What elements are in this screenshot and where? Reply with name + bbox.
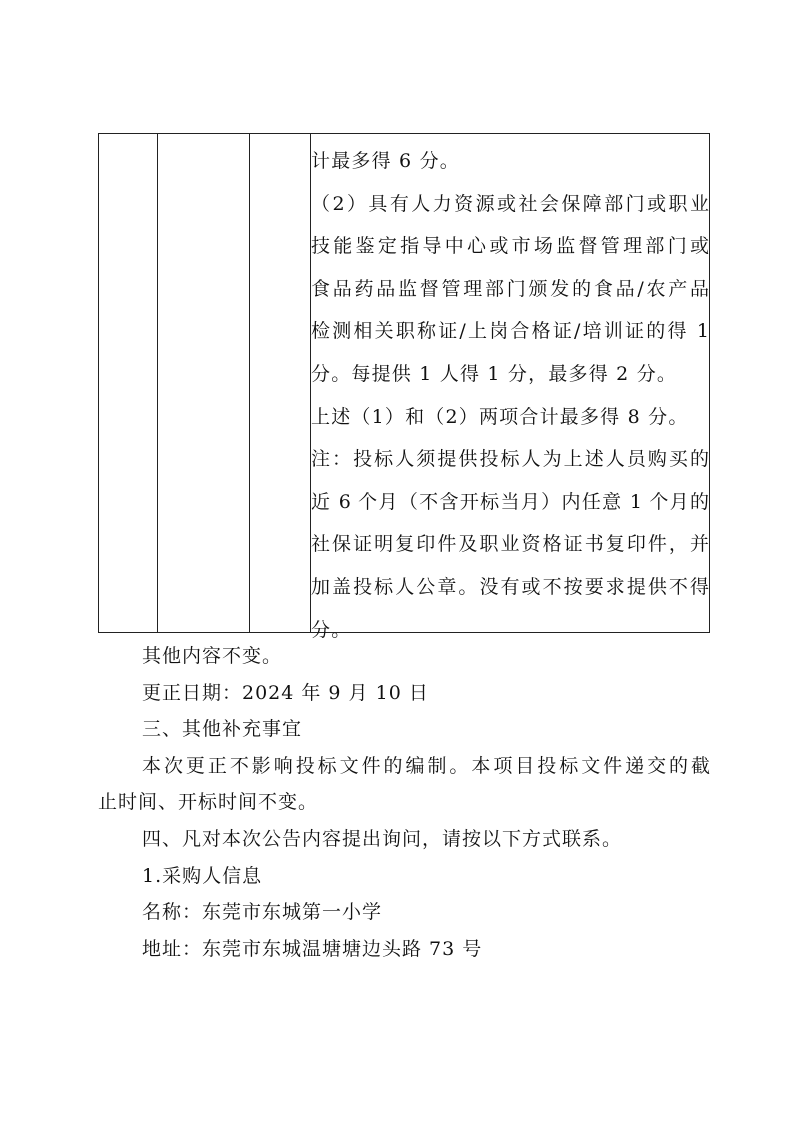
- supplement-note-line: 止时间、开标时间不变。: [98, 791, 319, 814]
- criteria-line: 近 6 个月（不含开标当月）内任意 1 个月的: [311, 490, 709, 513]
- criteria-line: 技能鉴定指导中心或市场监督管理部门或: [311, 235, 709, 258]
- criteria-line: 加盖投标人公章。没有或不按要求提供不得: [311, 575, 709, 598]
- criteria-line: 计最多得 6 分。: [311, 150, 460, 172]
- buyer-address: 地址：东莞市东城温塘塘边头路 73 号: [142, 937, 483, 960]
- criteria-line: 上述（1）和（2）两项合计最多得 8 分。: [311, 405, 689, 428]
- buyer-info-title: 1.采购人信息: [142, 864, 263, 887]
- supplement-note-line: 本次更正不影响投标文件的编制。本项目投标文件递交的截: [142, 754, 710, 777]
- criteria-line: 检测相关职称证/上岗合格证/培训证的得 1: [311, 320, 709, 343]
- correction-date: 更正日期：2024 年 9 月 10 日: [142, 681, 429, 704]
- section-four-title: 四、凡对本次公告内容提出询问，请按以下方式联系。: [142, 827, 623, 850]
- criteria-line: 注：投标人须提供投标人为上述人员购买的: [311, 448, 709, 471]
- criteria-line: 社保证明复印件及职业资格证书复印件，并: [311, 533, 709, 556]
- table-column-divider: [249, 134, 250, 632]
- criteria-line: 食品药品监督管理部门颁发的食品/农产品: [311, 277, 709, 300]
- announcement-body: [98, 638, 710, 967]
- table-column-divider: [157, 134, 158, 632]
- other-unchanged-text: 其他内容不变。: [142, 645, 283, 667]
- section-three-title: 三、其他补充事宜: [142, 718, 303, 741]
- buyer-name: 名称：东莞市东城第一小学: [142, 901, 383, 924]
- scoring-criteria-cell: [311, 134, 709, 651]
- criteria-line: （2）具有人力资源或社会保障部门或职业: [311, 192, 709, 215]
- criteria-line: 分。: [311, 618, 352, 641]
- criteria-line: 分。每提供 1 人得 1 分，最多得 2 分。: [311, 362, 678, 385]
- scoring-table: [98, 133, 710, 641]
